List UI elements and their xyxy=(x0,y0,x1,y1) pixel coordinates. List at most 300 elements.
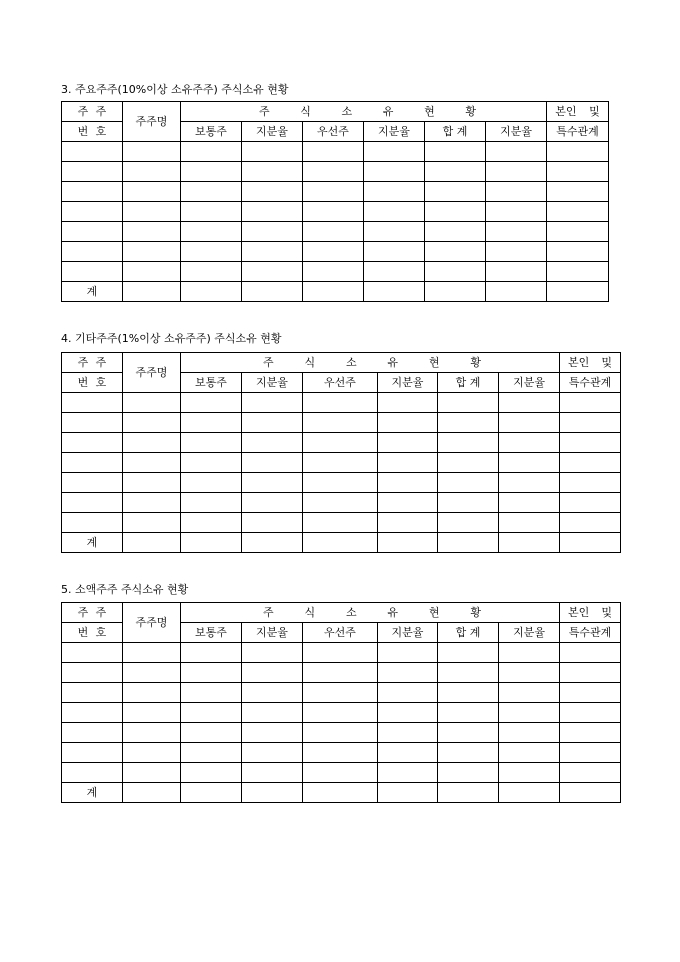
table-cell xyxy=(560,433,621,453)
table-cell xyxy=(62,202,123,222)
letter: 호 xyxy=(95,375,107,389)
holder-number-header-top xyxy=(62,353,123,373)
total-label: 계 xyxy=(62,533,123,553)
letter: 황 xyxy=(465,104,476,118)
table-cell xyxy=(438,513,499,533)
other-shareholders-table xyxy=(61,352,621,553)
table-cell xyxy=(438,663,499,683)
relation-header-bottom: 특수관계 xyxy=(560,623,621,643)
table-cell xyxy=(242,533,303,553)
table-cell xyxy=(181,723,242,743)
table-cell xyxy=(438,413,499,433)
table-cell xyxy=(499,473,560,493)
table-cell xyxy=(123,182,181,202)
table-cell xyxy=(378,453,438,473)
column-header-5: 지분율 xyxy=(499,623,560,643)
table-cell xyxy=(62,242,123,262)
table-cell xyxy=(364,282,425,302)
table-cell xyxy=(181,413,242,433)
table-cell xyxy=(547,242,609,262)
holder-number-header-top xyxy=(62,102,123,122)
table-cell xyxy=(181,282,242,302)
table-cell xyxy=(486,222,547,242)
letter: 식 xyxy=(300,104,311,118)
table-cell xyxy=(499,413,560,433)
table-cell xyxy=(378,413,438,433)
table-cell xyxy=(364,162,425,182)
table-row xyxy=(62,182,609,202)
table-cell xyxy=(242,743,303,763)
table-cell xyxy=(378,743,438,763)
table-cell xyxy=(181,493,242,513)
relation-top-letters xyxy=(560,357,620,369)
table-cell xyxy=(560,763,621,783)
table-cell xyxy=(438,643,499,663)
holder-name-header: 주주명 xyxy=(123,603,181,643)
holder-number-header-top xyxy=(62,603,123,623)
table-cell xyxy=(303,513,378,533)
table-row xyxy=(62,202,609,222)
table-cell xyxy=(438,433,499,453)
table-cell xyxy=(181,743,242,763)
letter: 현 xyxy=(428,605,440,619)
letter: 소 xyxy=(341,104,353,118)
table-cell xyxy=(242,453,303,473)
table-cell xyxy=(560,413,621,433)
table-cell xyxy=(378,703,438,723)
table-cell xyxy=(242,473,303,493)
table-cell xyxy=(242,202,303,222)
table-row xyxy=(62,723,621,743)
holder-number-top-letters xyxy=(62,607,122,619)
letter: 주 xyxy=(77,605,89,619)
table-cell xyxy=(123,663,181,683)
letter: 번 xyxy=(77,375,89,389)
table-cell xyxy=(62,182,123,202)
table-row xyxy=(62,413,621,433)
table-cell xyxy=(486,182,547,202)
letter: 황 xyxy=(470,355,481,369)
table-cell xyxy=(438,783,499,803)
table-cell xyxy=(123,643,181,663)
table-cell xyxy=(486,142,547,162)
letter: 소 xyxy=(345,355,357,369)
share-ownership-group-header xyxy=(181,102,547,122)
table-cell xyxy=(425,202,486,222)
header-row-top xyxy=(62,102,609,122)
table-cell xyxy=(242,162,303,182)
letter: 주 xyxy=(95,355,107,369)
table-cell xyxy=(181,703,242,723)
table-cell xyxy=(378,683,438,703)
table-row xyxy=(62,703,621,723)
table-cell xyxy=(303,242,364,262)
table-row xyxy=(62,142,609,162)
table-cell xyxy=(547,202,609,222)
table-cell xyxy=(378,493,438,513)
table-cell xyxy=(364,222,425,242)
column-header-3: 지분율 xyxy=(378,623,438,643)
table-cell xyxy=(499,703,560,723)
letter: 호 xyxy=(95,124,107,138)
letter: 주 xyxy=(95,104,107,118)
table-cell xyxy=(62,663,123,683)
letter: 유 xyxy=(387,355,399,369)
word: 및 xyxy=(601,605,612,619)
table-row xyxy=(62,433,621,453)
table-cell xyxy=(364,202,425,222)
column-header-4: 합 계 xyxy=(438,623,499,643)
table-cell xyxy=(560,783,621,803)
table-cell xyxy=(123,282,181,302)
table-row xyxy=(62,663,621,683)
table-cell xyxy=(303,202,364,222)
table-cell xyxy=(303,493,378,513)
column-header-0: 보통주 xyxy=(181,373,242,393)
holder-number-top-letters xyxy=(62,357,122,369)
letter: 주 xyxy=(263,355,274,369)
table-cell xyxy=(123,162,181,182)
group-header-letters xyxy=(181,106,546,118)
table-row xyxy=(62,643,621,663)
table-cell xyxy=(181,663,242,683)
relation-top-letters xyxy=(547,106,608,118)
table-cell xyxy=(303,262,364,282)
table-cell xyxy=(438,743,499,763)
column-header-3: 지분율 xyxy=(378,373,438,393)
table-cell xyxy=(62,262,123,282)
word: 본인 xyxy=(568,355,590,369)
relation-top-letters xyxy=(560,607,620,619)
table-row xyxy=(62,513,621,533)
word: 본인 xyxy=(568,605,590,619)
table-cell xyxy=(438,473,499,493)
table-cell xyxy=(499,643,560,663)
holder-number-top-letters xyxy=(62,106,122,118)
column-header-5: 지분율 xyxy=(486,122,547,142)
table-cell xyxy=(378,783,438,803)
table-cell xyxy=(303,393,378,413)
table-cell xyxy=(547,222,609,242)
table-cell xyxy=(181,182,242,202)
group-header-letters xyxy=(181,607,559,619)
column-header-0: 보통주 xyxy=(181,623,242,643)
table-cell xyxy=(560,473,621,493)
letter: 황 xyxy=(470,605,481,619)
table-cell xyxy=(123,493,181,513)
table-cell xyxy=(303,533,378,553)
table-cell xyxy=(547,142,609,162)
table-cell xyxy=(123,743,181,763)
table-cell xyxy=(425,262,486,282)
table-cell xyxy=(425,162,486,182)
table-cell xyxy=(438,533,499,553)
table-row xyxy=(62,242,609,262)
table-cell xyxy=(425,142,486,162)
table-cell xyxy=(242,433,303,453)
table-cell xyxy=(499,453,560,473)
letter: 호 xyxy=(95,625,107,639)
letter: 주 xyxy=(95,605,107,619)
table-cell xyxy=(242,683,303,703)
table-cell xyxy=(242,783,303,803)
table-cell xyxy=(560,643,621,663)
table-cell xyxy=(62,453,123,473)
table-cell xyxy=(181,202,242,222)
minority-shareholders-table xyxy=(61,602,621,803)
table-cell xyxy=(560,683,621,703)
table-row xyxy=(62,162,609,182)
table-cell xyxy=(181,393,242,413)
table-cell xyxy=(62,473,123,493)
total-row xyxy=(62,282,609,302)
table-cell xyxy=(242,262,303,282)
table-cell xyxy=(303,763,378,783)
column-header-4: 합 계 xyxy=(425,122,486,142)
word: 본인 xyxy=(555,104,577,118)
table-cell xyxy=(123,202,181,222)
table-cell xyxy=(181,142,242,162)
total-label: 계 xyxy=(62,783,123,803)
table-cell xyxy=(425,242,486,262)
table-cell xyxy=(242,393,303,413)
table-cell xyxy=(303,683,378,703)
table-cell xyxy=(181,453,242,473)
table-cell xyxy=(242,242,303,262)
table-cell xyxy=(560,453,621,473)
table-cell xyxy=(62,222,123,242)
table-cell xyxy=(181,222,242,242)
table-cell xyxy=(499,493,560,513)
table-cell xyxy=(242,222,303,242)
letter: 유 xyxy=(382,104,394,118)
column-header-2: 우선주 xyxy=(303,623,378,643)
table-cell xyxy=(499,763,560,783)
table-cell xyxy=(123,783,181,803)
table-cell xyxy=(499,433,560,453)
relation-header-top xyxy=(547,102,609,122)
table-cell xyxy=(181,162,242,182)
table-cell xyxy=(62,433,123,453)
table-cell xyxy=(62,743,123,763)
table-cell xyxy=(499,743,560,763)
table-cell xyxy=(123,723,181,743)
table-cell xyxy=(560,743,621,763)
table-cell xyxy=(181,262,242,282)
column-header-2: 우선주 xyxy=(303,122,364,142)
table-cell xyxy=(560,533,621,553)
table-cell xyxy=(123,433,181,453)
table-cell xyxy=(425,182,486,202)
table-cell xyxy=(364,242,425,262)
table-cell xyxy=(62,513,123,533)
table-cell xyxy=(123,453,181,473)
column-header-2: 우선주 xyxy=(303,373,378,393)
major-shareholders-table xyxy=(61,101,609,302)
table-cell xyxy=(123,763,181,783)
holder-number-bottom-letters xyxy=(62,377,122,389)
table-cell xyxy=(62,142,123,162)
table-cell xyxy=(378,763,438,783)
table-cell xyxy=(303,453,378,473)
table-cell xyxy=(560,663,621,683)
relation-header-bottom: 특수관계 xyxy=(560,373,621,393)
table-row xyxy=(62,222,609,242)
table-cell xyxy=(303,783,378,803)
table-cell xyxy=(242,182,303,202)
table-cell xyxy=(378,473,438,493)
table-cell xyxy=(242,142,303,162)
table-cell xyxy=(560,513,621,533)
table-cell xyxy=(242,513,303,533)
table-cell xyxy=(303,162,364,182)
table-cell xyxy=(547,182,609,202)
total-label: 계 xyxy=(62,282,123,302)
table-cell xyxy=(181,683,242,703)
table-cell xyxy=(123,683,181,703)
column-header-0: 보통주 xyxy=(181,122,242,142)
table-cell xyxy=(425,282,486,302)
table-cell xyxy=(242,703,303,723)
table-cell xyxy=(62,643,123,663)
word: 및 xyxy=(601,355,612,369)
table-cell xyxy=(123,262,181,282)
table-cell xyxy=(499,393,560,413)
table-cell xyxy=(123,513,181,533)
table-cell xyxy=(378,513,438,533)
table-cell xyxy=(438,493,499,513)
column-header-1: 지분율 xyxy=(242,373,303,393)
total-row xyxy=(62,533,621,553)
table-cell xyxy=(438,763,499,783)
table-cell xyxy=(438,683,499,703)
table-cell xyxy=(364,262,425,282)
table-cell xyxy=(123,413,181,433)
table-cell xyxy=(181,763,242,783)
table-cell xyxy=(499,663,560,683)
letter: 주 xyxy=(259,104,270,118)
table-cell xyxy=(364,142,425,162)
table-cell xyxy=(378,643,438,663)
section-title-other-shareholders: 4. 기타주주(1%이상 소유주주) 주식소유 현황 xyxy=(61,332,282,345)
table-cell xyxy=(181,643,242,663)
table-cell xyxy=(303,663,378,683)
table-cell xyxy=(547,162,609,182)
column-header-3: 지분율 xyxy=(364,122,425,142)
table-cell xyxy=(123,393,181,413)
table-cell xyxy=(499,683,560,703)
relation-header-top xyxy=(560,353,621,373)
letter: 주 xyxy=(77,355,89,369)
table-cell xyxy=(62,723,123,743)
holder-name-header: 주주명 xyxy=(123,102,181,142)
letter: 소 xyxy=(345,605,357,619)
table-cell xyxy=(242,723,303,743)
table-cell xyxy=(242,493,303,513)
table-cell xyxy=(62,413,123,433)
relation-header-top xyxy=(560,603,621,623)
table-cell xyxy=(181,433,242,453)
table-cell xyxy=(486,282,547,302)
holder-number-bottom-letters xyxy=(62,126,122,138)
table-cell xyxy=(123,703,181,723)
table-cell xyxy=(62,703,123,723)
table-cell xyxy=(303,182,364,202)
table-cell xyxy=(181,242,242,262)
table-cell xyxy=(364,182,425,202)
table-cell xyxy=(303,703,378,723)
table-cell xyxy=(242,413,303,433)
share-ownership-group-header xyxy=(181,353,560,373)
table-cell xyxy=(62,493,123,513)
table-cell xyxy=(303,723,378,743)
table-cell xyxy=(62,763,123,783)
table-cell xyxy=(486,202,547,222)
table-cell xyxy=(547,282,609,302)
table-cell xyxy=(438,393,499,413)
table-cell xyxy=(242,663,303,683)
relation-header-bottom: 특수관계 xyxy=(547,122,609,142)
letter: 주 xyxy=(77,104,89,118)
section-title-minority-shareholders: 5. 소액주주 주식소유 현황 xyxy=(61,583,189,596)
holder-number-bottom-letters xyxy=(62,627,122,639)
table-cell xyxy=(486,242,547,262)
letter: 번 xyxy=(77,625,89,639)
table-cell xyxy=(303,643,378,663)
letter: 식 xyxy=(304,355,316,369)
table-cell xyxy=(378,433,438,453)
total-row xyxy=(62,783,621,803)
table-cell xyxy=(560,703,621,723)
table-cell xyxy=(560,493,621,513)
group-header-letters xyxy=(181,357,559,369)
table-row xyxy=(62,393,621,413)
share-ownership-group-header xyxy=(181,603,560,623)
table-cell xyxy=(123,222,181,242)
table-cell xyxy=(303,433,378,453)
table-row xyxy=(62,262,609,282)
table-cell xyxy=(303,473,378,493)
column-header-1: 지분율 xyxy=(242,623,303,643)
column-header-5: 지분율 xyxy=(499,373,560,393)
table-cell xyxy=(378,533,438,553)
column-header-1: 지분율 xyxy=(242,122,303,142)
holder-number-header-bottom xyxy=(62,122,123,142)
table-cell xyxy=(303,222,364,242)
letter: 현 xyxy=(428,355,440,369)
holder-name-header: 주주명 xyxy=(123,353,181,393)
word: 및 xyxy=(589,104,600,118)
table-cell xyxy=(181,473,242,493)
table-cell xyxy=(499,513,560,533)
table-row xyxy=(62,473,621,493)
table-cell xyxy=(303,743,378,763)
table-cell xyxy=(242,643,303,663)
table-cell xyxy=(486,262,547,282)
holder-number-header-bottom xyxy=(62,373,123,393)
table-cell xyxy=(438,723,499,743)
table-row xyxy=(62,493,621,513)
table-row xyxy=(62,763,621,783)
table-cell xyxy=(303,142,364,162)
table-cell xyxy=(378,723,438,743)
letter: 현 xyxy=(424,104,435,118)
table-cell xyxy=(62,162,123,182)
table-cell xyxy=(303,282,364,302)
table-cell xyxy=(181,513,242,533)
holder-number-header-bottom xyxy=(62,623,123,643)
header-row-top xyxy=(62,603,621,623)
